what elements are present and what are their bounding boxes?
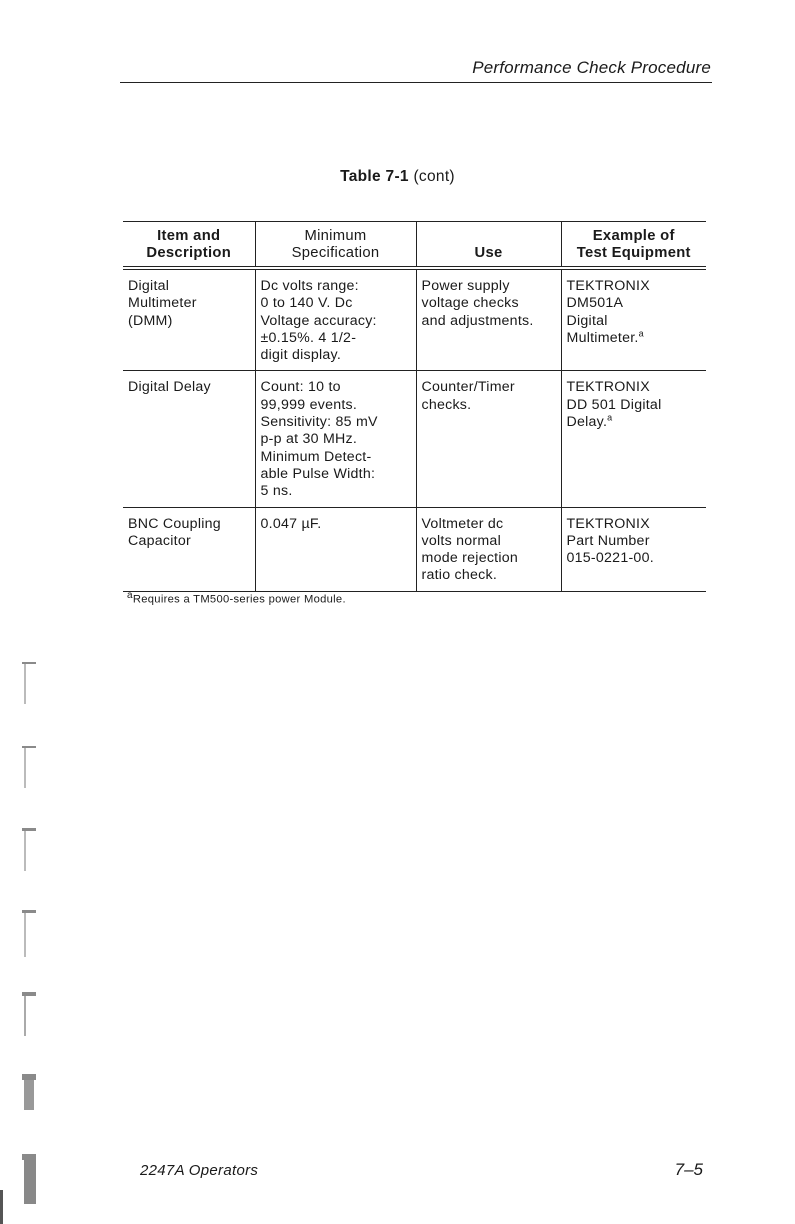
table-row bbox=[123, 371, 706, 507]
footnote-ref: a bbox=[607, 412, 613, 423]
row-spec-cell: Dc volts range: 0 to 140 V. Dc Voltage accuracy: ±0.15%. 4 1/2- digit display. bbox=[255, 268, 416, 371]
row-example-cell: TEKTRONIX Part Number 015-0221-00. bbox=[561, 507, 706, 591]
table-row bbox=[123, 507, 706, 591]
header-minimum-specification: Minimum Specification bbox=[255, 222, 416, 269]
footnote-marker: a bbox=[127, 590, 133, 601]
header-item-description: Item and Description bbox=[123, 222, 255, 269]
footnote-ref: a bbox=[638, 328, 644, 339]
footer-manual-title: 2247A Operators bbox=[140, 1162, 259, 1179]
footer-page-number: 7–5 bbox=[674, 1160, 703, 1179]
equipment-table bbox=[123, 221, 706, 592]
row-use-cell: Counter/Timer checks. bbox=[416, 371, 561, 507]
footnote-text: Requires a TM500-series power Module. bbox=[132, 593, 346, 606]
row-use-cell: Voltmeter dc volts normal mode rejection ratio check. bbox=[416, 507, 561, 591]
row-example-cell: TEKTRONIX DD 501 Digital Delay.$^a$ bbox=[561, 371, 706, 507]
row-use-cell: Power supply voltage checks and adjustments. bbox=[416, 268, 561, 371]
row-item-cell: Digital Multimeter (DMM) bbox=[123, 268, 255, 371]
row-spec-cell: 0.047 µF. bbox=[255, 507, 416, 591]
table-header-row bbox=[123, 222, 706, 269]
table-row bbox=[123, 268, 706, 371]
row-spec-cell: Count: 10 to 99,999 events. Sensitivity: 85 mV p-p at 30 MHz. Minimum Detect- able Pulse Width: 5 ns. bbox=[255, 371, 416, 507]
table-caption-number: Table 7-1 bbox=[340, 168, 409, 185]
header-use: Use bbox=[416, 222, 561, 269]
table-caption bbox=[0, 168, 795, 186]
row-item-cell: Digital Delay bbox=[123, 371, 255, 507]
row-item-cell: BNC Coupling Capacitor bbox=[123, 507, 255, 591]
header-rule bbox=[120, 82, 712, 83]
table-footnote bbox=[127, 590, 346, 606]
table-caption-suffix: (cont) bbox=[408, 168, 455, 185]
header-example-equipment: Example of Test Equipment bbox=[561, 222, 706, 269]
page-header-title: Performance Check Procedure bbox=[472, 58, 711, 77]
row-example-cell: TEKTRONIX DM501A Digital Multimeter.$^a$ bbox=[561, 268, 706, 371]
